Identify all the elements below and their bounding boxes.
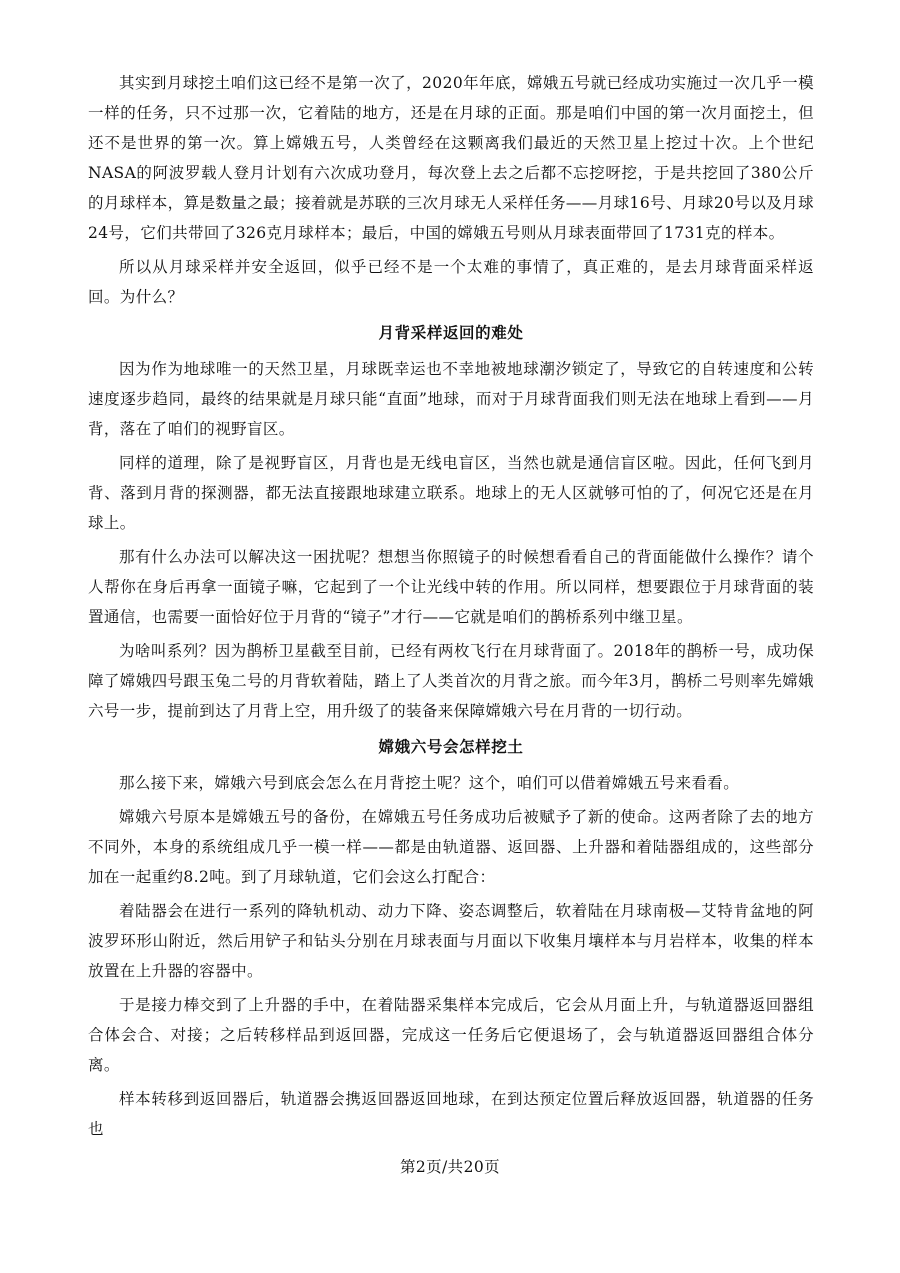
section-title-moon-far-side-difficulty: 月背采样返回的难处 bbox=[378, 323, 524, 342]
intro-paragraph-2: 所以从月球采样并安全返回，似乎已经不是一个太难的事情了，真正难的，是去月球背面采样返回。为什么？ bbox=[88, 258, 814, 306]
section2-paragraph-1: 那么接下来，嫦娥六号到底会怎么在月背挖土呢？这个，咱们可以借着嫦娥五号来看看。 bbox=[119, 774, 740, 792]
section1-paragraph-3: 那有什么办法可以解决这一困扰呢？想想当你照镜子的时候想看看自己的背面能做什么操作？请个人帮你在身后再拿一面镜子嘛，它起到了一个让光线中转的作用。所以同样，想要跟位于月球背面的装置通信，也需要一面恰好位于月背的“镜子”才行——它就是咱们的鹊桥系列中继卫星。 bbox=[88, 548, 814, 626]
section2-paragraph-3: 着陆器会在进行一系列的降轨机动、动力下降、姿态调整后，软着陆在月球南极—艾特肯盆地的阿波罗环形山附近，然后用铲子和钻头分别在月球表面与月面以下收集月壤样本与月岩样本，收集的样本放置在上升器的容器中。 bbox=[88, 902, 814, 980]
section-title-change6-digging: 嫦娥六号会怎样挖土 bbox=[378, 737, 524, 756]
intro-paragraph-1: 其实到月球挖土咱们这已经不是第一次了，2020年年底，嫦娥五号就已经成功实施过一次几乎一模一样的任务，只不过那一次，它着陆的地方，还是在月球的正面。那是咱们中国的第一次月面挖土，但还不是世界的第一次。算上嫦娥五号，人类曾经在这颗离我们最近的天然卫星上挖过十次。上个世纪NASA的阿波罗载人登月计划有六次成功登月，每次登上去之后都不忘挖呀挖，于是共挖回了380公斤的月球样本，算是数量之最；接着就是苏联的三次月球无人采样任务——月球16号、月球20号以及月球24号，它们共带回了326克月球样本；最后，中国的嫦娥五号则从月球表面带回了1731克的样本。 bbox=[88, 74, 814, 242]
document-page bbox=[88, 68, 814, 1144]
section2-paragraph-5: 样本转移到返回器后，轨道器会携返回器返回地球，在到达预定位置后释放返回器，轨道器的任务也 bbox=[88, 1090, 814, 1138]
section2-paragraph-4: 于是接力棒交到了上升器的手中，在着陆器采集样本完成后，它会从月面上升，与轨道器返回器组合体会合、对接；之后转移样品到返回器，完成这一任务后它便退场了，会与轨道器返回器组合体分离。 bbox=[88, 996, 814, 1074]
section1-paragraph-1: 因为作为地球唯一的天然卫星，月球既幸运也不幸地被地球潮汐锁定了，导致它的自转速度和公转速度逐步趋同，最终的结果就是月球只能“直面”地球，而对于月球背面我们则无法在地球上看到——月背，落在了咱们的视野盲区。 bbox=[88, 360, 814, 438]
section1-paragraph-2: 同样的道理，除了是视野盲区，月背也是无线电盲区，当然也就是通信盲区啦。因此，任何飞到月背、落到月背的探测器，都无法直接跟地球建立联系。地球上的无人区就够可怕的了，何况它还是在月球上。 bbox=[88, 454, 814, 532]
section2-paragraph-2: 嫦娥六号原本是嫦娥五号的备份，在嫦娥五号任务成功后被赋予了新的使命。这两者除了去的地方不同外，本身的系统组成几乎一模一样——都是由轨道器、返回器、上升器和着陆器组成的，这些部分加在一起重约8.2吨。到了月球轨道，它们会这么打配合： bbox=[88, 808, 814, 886]
section1-paragraph-4: 为啥叫系列？因为鹊桥卫星截至目前，已经有两枚飞行在月球背面了。2018年的鹊桥一号，成功保障了嫦娥四号跟玉兔二号的月背软着陆，踏上了人类首次的月背之旅。而今年3月，鹊桥二号则率先嫦娥六号一步，提前到达了月背上空，用升级了的装备来保障嫦娥六号在月背的一切行动。 bbox=[88, 642, 814, 720]
page-number-footer: 第2页/共20页 bbox=[399, 1158, 500, 1176]
